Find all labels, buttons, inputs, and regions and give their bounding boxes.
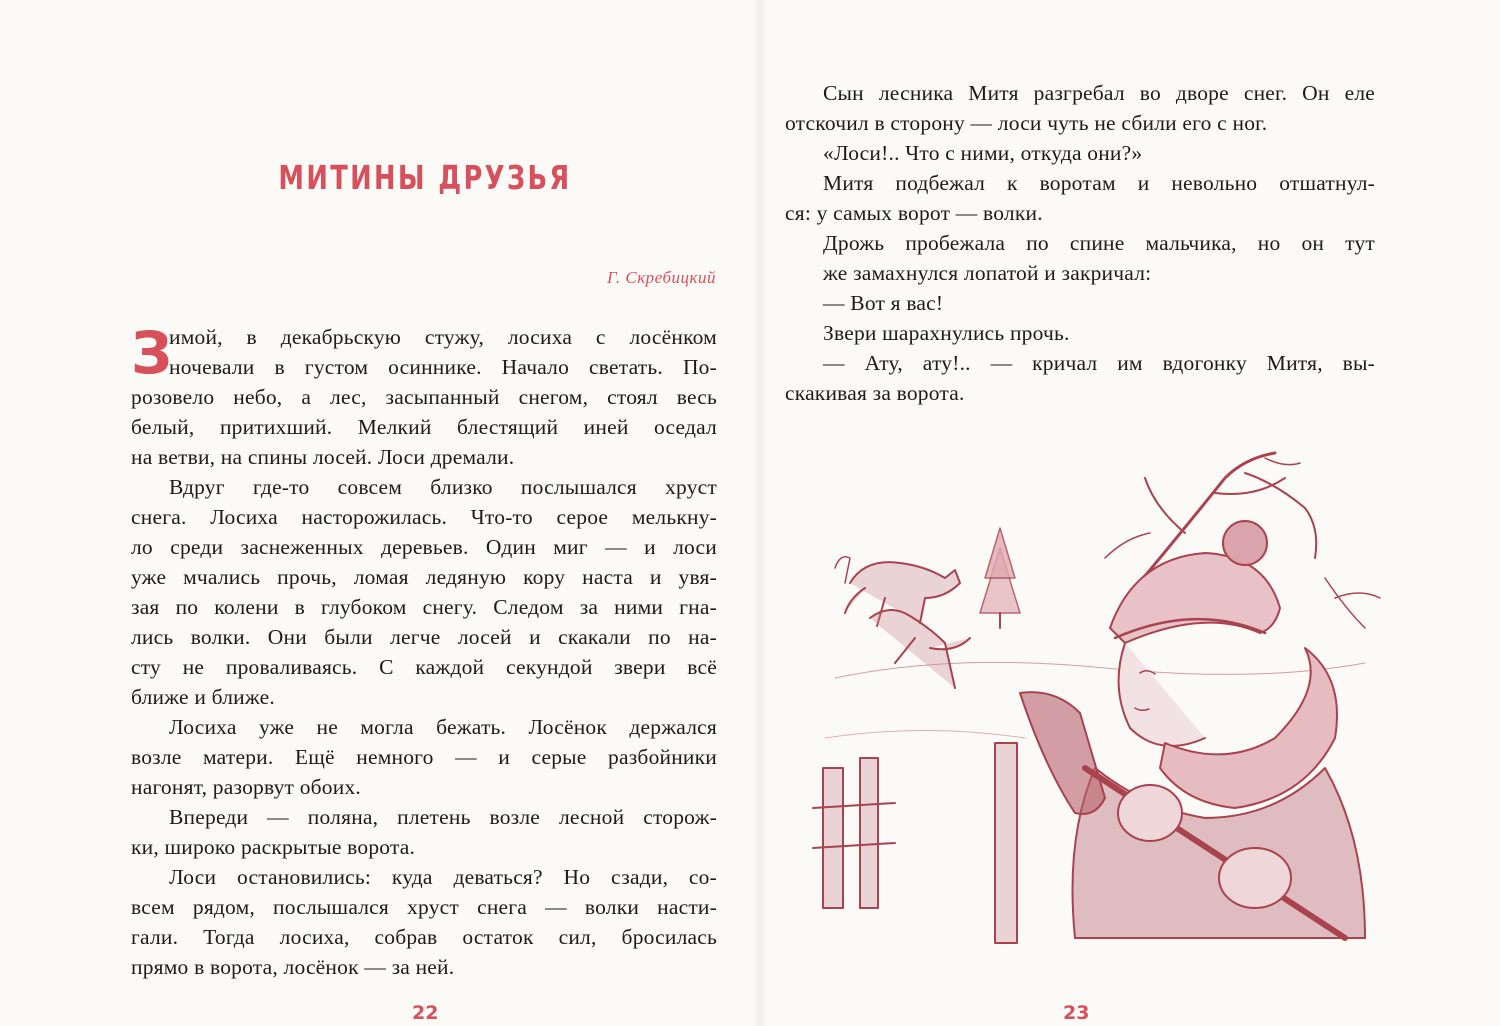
text-line: ся: у самых ворот — волки. (785, 201, 1043, 225)
page-number-left: 22 (412, 1002, 439, 1024)
text-line: «Лоси!.. Что с ними, откуда они?» (823, 141, 1143, 165)
right-page-text (785, 78, 1375, 408)
text-line: гали. Тогда лосиха, собрав остаток сил, бросилась (131, 925, 717, 949)
page-number-right: 23 (1063, 1002, 1090, 1024)
text-line: уже мчались прочь, ломая ледяную кору наста и увя- (131, 565, 717, 589)
text-line: снега. Лосиха насторожилась. Что-то серое мелькну- (131, 505, 717, 529)
text-line: же замахнулся лопатой и закричал: (823, 261, 1152, 285)
text-line: прямо в ворота, лосёнок — за ней. (131, 955, 455, 979)
text-line: всем рядом, послышался хруст снега — волки насти- (131, 895, 717, 919)
text-line: зая по колени в глубоком снегу. Следом за ними гна- (131, 595, 717, 619)
text-line: лись волки. Они были легче лосей и скакали по на- (131, 625, 717, 649)
text-line: скакивая за ворота. (785, 381, 965, 405)
text-line: — Вот я вас! (823, 291, 944, 315)
author-name: Г. Скребицкий (606, 268, 716, 287)
text-line: розовело небо, а лес, засыпанный снегом, стоял весь (131, 385, 717, 409)
text-line: Вдруг где-то совсем близко послышался хруст (169, 475, 717, 499)
text-line: Лосиха уже не могла бежать. Лосёнок держался (169, 715, 717, 739)
text-line: Впереди — поляна, плетень возле лесной сторож- (169, 805, 717, 829)
text-line: Митя подбежал к воротам и невольно отшатнул- (823, 171, 1375, 195)
text-line: ближе и ближе. (131, 685, 275, 709)
drop-cap: З (131, 319, 173, 387)
text-line: ночевали в густом осиннике. Начало светать. По- (169, 355, 717, 379)
text-line: белый, притихший. Мелкий блестящий иней оседал (131, 415, 717, 439)
story-title: МИТИНЫ ДРУЗЬЯ (278, 158, 572, 197)
text-line: на ветви, на спины лосей. Лоси дремали. (131, 445, 515, 469)
text-line: — Ату, ату!.. — кричал им вдогонку Митя, вы- (823, 351, 1375, 375)
text-line: возле матери. Ещё немного — и серые разбойники (131, 745, 717, 769)
text-line: нагонят, разорвут обоих. (131, 775, 361, 799)
boy-with-shovel-and-wolves-illustration-icon (805, 438, 1405, 958)
text-line: сту не проваливаясь. С каждой секундой звери всё (131, 655, 717, 679)
text-line: Лоси остановились: куда деваться? Но сзади, со- (169, 865, 717, 889)
text-line: Звери шарахнулись прочь. (823, 321, 1070, 345)
text-line: отскочил в сторону — лоси чуть не сбили его с ног. (785, 111, 1268, 135)
text-line: Дрожь пробежала по спине мальчика, но он тут (823, 231, 1375, 255)
left-page-text (131, 319, 717, 982)
text-line: Сын лесника Митя разгребал во дворе снег. Он еле (823, 81, 1375, 105)
text-line-content: имой, в декабрьскую стужу, лосиха с лосёнком (169, 325, 717, 349)
text-line: ло среди заснеженных деревьев. Один миг — и лоси (131, 535, 717, 559)
right-page (760, 0, 1500, 1026)
text-line: ки, широко раскрытые ворота. (131, 835, 416, 859)
